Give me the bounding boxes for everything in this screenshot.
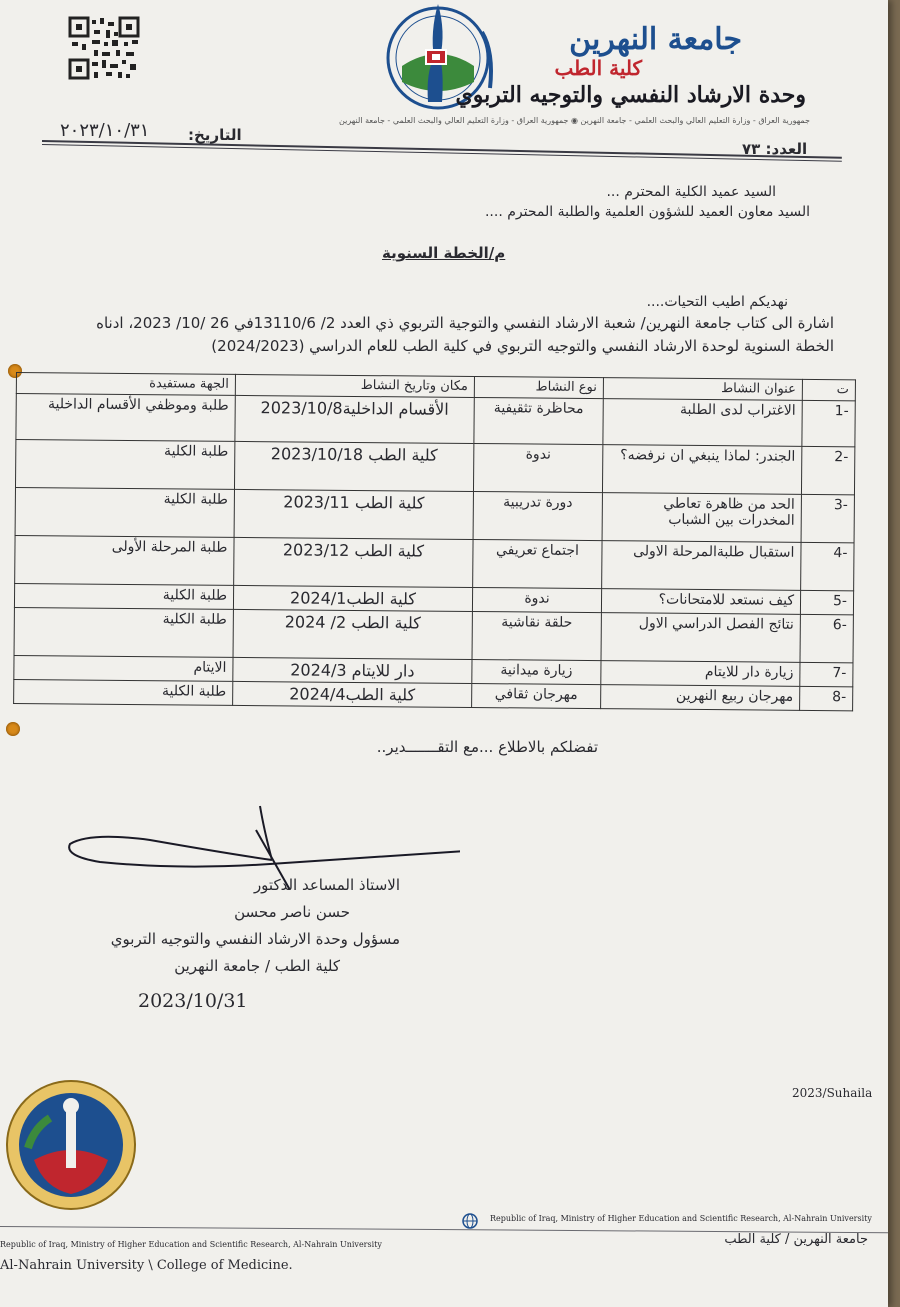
row-beneficiary: طلبة الكلية <box>15 440 234 490</box>
row-place-date: دار للايتام 2024/3 <box>233 657 472 683</box>
subject-line: م/الخطة السنوية <box>382 244 506 262</box>
table-row <box>14 607 853 662</box>
row-type: مهرجان ثقافي <box>472 683 601 708</box>
row-place-date: الأقسام الداخلية2023/10/8 <box>235 395 474 443</box>
row-beneficiary: طلبة الكلية <box>14 583 233 609</box>
signature-block <box>20 872 400 980</box>
closing-line: تفضلكم بالاطلاع ...مع التقـــــــدير.. <box>376 738 598 756</box>
row-num: -1 <box>802 400 855 446</box>
row-beneficiary: طلبة المرحلة الأولى <box>15 535 234 585</box>
qr-code-icon <box>68 16 140 80</box>
date-value: ٢٠٢٣/١٠/٣١ <box>60 120 150 141</box>
row-num: -7 <box>800 662 853 686</box>
row-title: نتائج الفصل الدراسي الاول <box>601 613 800 663</box>
college-name: كلية الطب <box>554 56 642 80</box>
signature-date: 2023/10/31 <box>138 990 248 1012</box>
row-type: اجتماع تعريفي <box>473 539 602 588</box>
addressee-dean: السيد عميد الكلية المحترم ... <box>606 184 776 200</box>
header-type: نوع النشاط <box>474 377 603 399</box>
document-number: العدد: ٧٣ <box>742 140 808 158</box>
row-beneficiary: طلبة الكلية <box>15 487 234 537</box>
signatory-name: حسن ناصر محسن <box>234 903 350 921</box>
row-num: -5 <box>800 590 853 614</box>
footer-ministry-right: Republic of Iraq, Ministry of Higher Education and Scientific Research, Al-Nahrain University <box>490 1214 872 1223</box>
signatory-title: الاستاذ المساعد الدكتور <box>253 876 400 894</box>
typist-reference: 2023/Suhaila <box>792 1086 873 1100</box>
activity-plan-table <box>13 372 856 711</box>
row-title: الحد من ظاهرة تعاطي المخدرات بين الشباب <box>602 493 801 543</box>
row-place-date: كلية الطب 2023/12 <box>234 537 473 587</box>
row-title: مهرجان ربيع النهرين <box>601 685 800 711</box>
row-type: دورة تدريبية <box>473 491 602 540</box>
row-place-date: كلية الطب 2023/10/18 <box>234 441 473 491</box>
row-title: زيارة دار للايتام <box>601 661 800 687</box>
footer-university-ar: جامعة النهرين / كلية الطب <box>724 1232 868 1247</box>
row-beneficiary: طلبة الكلية <box>14 679 233 705</box>
row-title: كيف نستعد للامتحانات؟ <box>601 589 800 615</box>
row-type: ندوة <box>472 587 601 612</box>
footer-university-en: Al-Nahrain University \ College of Medicine. <box>0 1258 293 1273</box>
row-beneficiary: طلبة وموظفي الأقسام الداخلية <box>16 394 235 442</box>
footer-ministry-left: Republic of Iraq, Ministry of Higher Education and Scientific Research, Al-Nahrain University <box>0 1240 382 1249</box>
header-title: عنوان النشاط <box>603 378 802 401</box>
header-num: ت <box>802 379 855 400</box>
row-num: -3 <box>801 494 854 542</box>
row-num: -4 <box>801 542 854 590</box>
table-row <box>16 394 855 447</box>
row-place-date: كلية الطب 2/ 2024 <box>233 609 472 659</box>
row-place-date: كلية الطب2024/1 <box>233 585 472 611</box>
date-label: التاريخ: <box>188 126 242 144</box>
signatory-affiliation: كلية الطب / جامعة النهرين <box>174 957 340 975</box>
college-seal-icon <box>4 1078 138 1212</box>
row-title: استقبال طلبةالمرحلة الاولى <box>602 541 801 591</box>
row-title: الاغتراب لدى الطلبة <box>603 399 802 447</box>
row-num: -6 <box>800 614 853 662</box>
header-beneficiary: الجهة مستفيدة <box>16 373 235 396</box>
hole-punch <box>6 722 20 736</box>
row-title: الجندر: لماذا ينبغي ان نرفضه؟ <box>602 445 801 495</box>
globe-icon <box>462 1213 478 1229</box>
header-divider-thin <box>42 144 842 162</box>
university-name: جامعة النهرين <box>569 22 742 57</box>
header-divider <box>42 140 842 159</box>
table-row <box>15 487 854 542</box>
row-num: -8 <box>800 686 853 710</box>
addressee-assistant-dean: السيد معاون العميد للشؤون العلمية والطلبة المحترم .... <box>484 204 810 220</box>
row-beneficiary: طلبة الكلية <box>14 607 233 657</box>
row-type: زيارة ميدانية <box>472 659 601 684</box>
row-type: ندوة <box>473 443 602 492</box>
greeting: نهديكم اطيب التحيات.... <box>646 294 788 310</box>
unit-name: وحدة الارشاد النفسي والتوجيه التربوي <box>455 82 806 108</box>
header-place-date: مكان وتاريخ النشاط <box>235 374 474 397</box>
table-row <box>15 535 854 590</box>
row-place-date: كلية الطب 2023/11 <box>234 489 473 539</box>
header-ministry-line: جمهورية العراق - وزارة التعليم العالي والبحث العلمي - جامعة النهرين ◉ جمهورية العراق - وزارة التعليم العالي والبحث العلمي - جامعة النهرين <box>339 116 810 125</box>
row-beneficiary: الايتام <box>14 655 233 681</box>
row-type: محاظرة تثقيفية <box>474 398 603 445</box>
row-place-date: كلية الطب2024/4 <box>233 681 472 707</box>
body-paragraph: اشارة الى كتاب جامعة النهرين/ شعبة الارشاد النفسي والتوجية التربوي ذي العدد 2/ 13110/6في 26 /10/ 2023، ادناه الخطة السنوية لوحدة الارشاد النفسي والتوجيه التربوي في كلية الطب للعام الدراسي (2024/2023) <box>96 314 834 355</box>
table-row <box>15 440 854 495</box>
row-num: -2 <box>801 446 854 494</box>
signatory-position: مسؤول وحدة الارشاد النفسي والتوجيه التربوي <box>110 930 400 948</box>
row-type: حلقة نقاشية <box>472 611 601 660</box>
